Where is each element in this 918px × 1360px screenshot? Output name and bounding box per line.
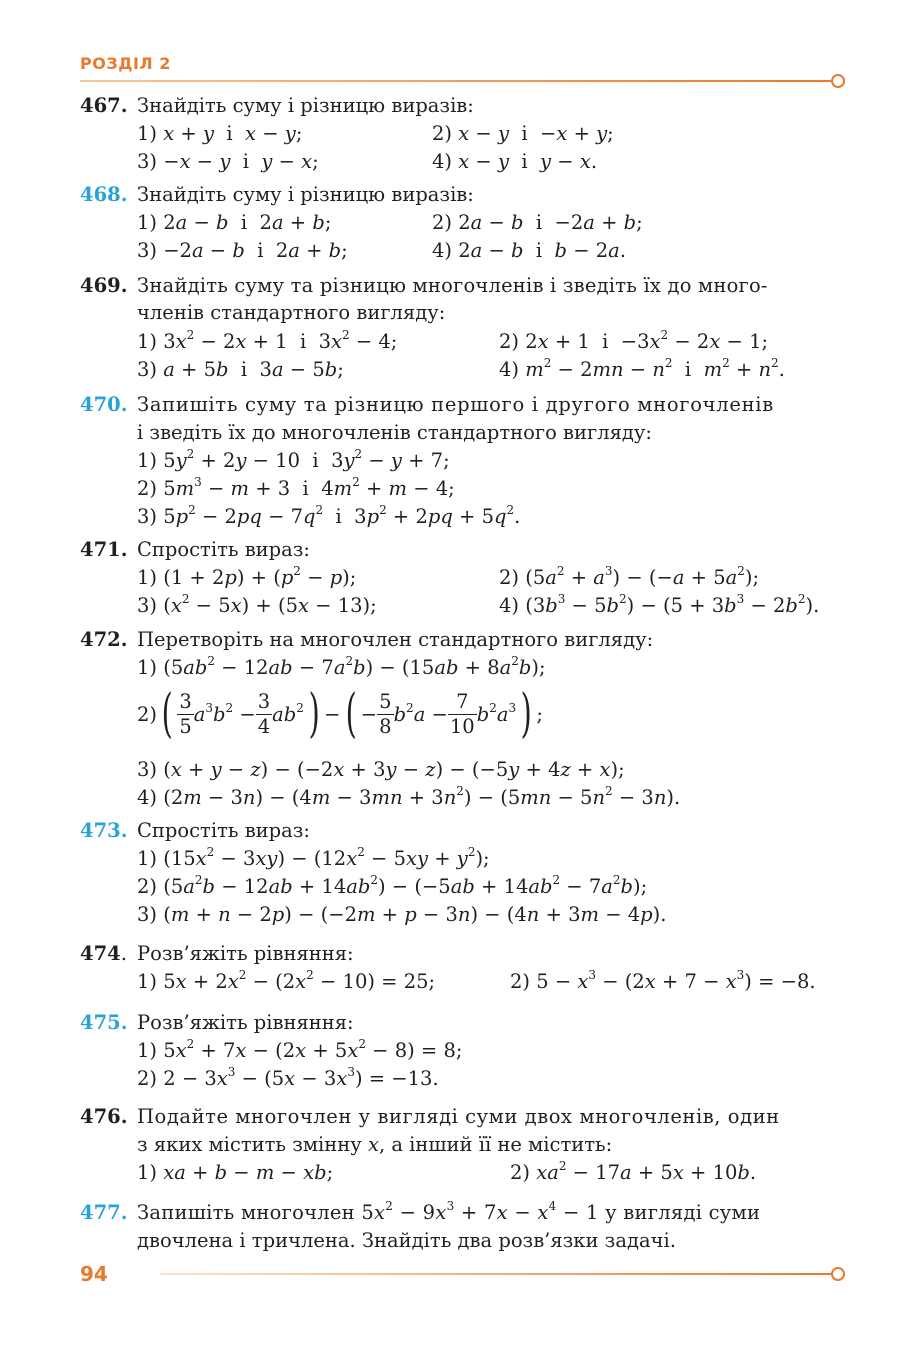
item-467-2: 2) x − y і −x + y; <box>432 122 614 145</box>
item-472-3: 3) (x + y − z) − (−2x + 3y − z) − (−5y + 4z + x); <box>137 758 625 781</box>
problem-number-472: 472. <box>80 628 128 651</box>
problem-text-473: Спростіть вираз: <box>137 819 310 842</box>
problem-number-467: 467. <box>80 94 128 117</box>
item-474-2: 2) $5 - x^3 - (2x + 7 - x^3) = -8$. <box>510 968 816 993</box>
page-number: 94 <box>80 1262 108 1286</box>
item-472-1: 1) $(5ab^2 - 12ab - 7a^2b) - (15ab + 8a^2b)$; <box>137 654 546 679</box>
problem-text-471: Спростіть вираз: <box>137 538 310 561</box>
item-475-1: 1) $5x^2 + 7x - (2x + 5x^2 - 8) = 8$; <box>137 1037 463 1062</box>
problem-number-474: 474. <box>80 942 127 965</box>
item-474-1: 1) $5x + 2x^2 - (2x^2 - 10) = 25$; <box>137 968 436 993</box>
item-473-3: 3) (m + n − 2p) − (−2m + p − 3n) − (4n + 3m − 4p). <box>137 903 667 926</box>
item-476-2: 2) $xa^2 - 17a + 5x + 10b$. <box>510 1159 757 1184</box>
item-467-3: 3) −x − y і y − x; <box>137 150 319 173</box>
problem-text-477-line2: двочлена і тричлена. Знайдіть два розв’язки задачі. <box>137 1229 676 1252</box>
problem-text-469-line2: членів стандартного вигляду: <box>137 301 446 324</box>
item-471-4: 4) $(3b^3 - 5b^2) - (5 + 3b^3 - 2b^2)$. <box>499 592 820 617</box>
section-header: РОЗДІЛ 2 <box>80 54 171 73</box>
item-469-1: 1) $3x^2 - 2x + 1$ і $3x^2 - 4$; <box>137 328 398 353</box>
item-469-3: 3) a + 5b і 3a − 5b; <box>137 358 344 381</box>
item-467-4: 4) x − y і y − x. <box>432 150 598 173</box>
item-473-1: 1) $(15x^2 - 3xy) - (12x^2 - 5xy + y^2)$; <box>137 845 490 870</box>
problem-text-469-line1: Знайдіть суму та різницю многочленів і зведіть їх до много- <box>137 274 768 297</box>
problem-text-468: Знайдіть суму і різницю виразів: <box>137 183 474 206</box>
item-468-2: 2) 2a − b і −2a + b; <box>432 211 643 234</box>
problem-text-474: Розв’яжіть рівняння: <box>137 942 354 965</box>
problem-text-467: Знайдіть суму і різницю виразів: <box>137 94 474 117</box>
item-468-4: 4) 2a − b і b − 2a. <box>432 239 627 262</box>
problem-text-472: Перетворіть на многочлен стандартного вигляду: <box>137 628 654 651</box>
item-471-3: 3) $(x^2 - 5x) + (5x - 13)$; <box>137 592 377 617</box>
footer-rule <box>160 1273 832 1275</box>
problem-number-477: 477. <box>80 1201 128 1224</box>
item-473-2: 2) $(5a^2b - 12ab + 14ab^2) - (-5ab + 14ab^2 - 7a^2b)$; <box>137 873 648 898</box>
problem-text-476-line1: Подайте многочлен у вигляді суми двох многочленів, один <box>137 1105 780 1128</box>
header-rule-end-circle <box>831 74 845 88</box>
item-468-1: 1) 2a − b і 2a + b; <box>137 211 332 234</box>
problem-number-468: 468. <box>80 183 128 206</box>
problem-number-471: 471. <box>80 538 128 561</box>
item-475-2: 2) $2 - 3x^3 - (5x - 3x^3) = -13$. <box>137 1065 439 1090</box>
problem-text-477-line1: Запишіть многочлен $5x^2 - 9x^3 + 7x - x^4 - 1$ у вигляді суми <box>137 1199 761 1224</box>
problem-text-475: Розв’яжіть рівняння: <box>137 1011 354 1034</box>
problem-text-476-line2: з яких містить змінну x, а інший її не містить: <box>137 1133 613 1156</box>
item-467-1: 1) x + y і x − y; <box>137 122 303 145</box>
item-470-1: 1) $5y^2 + 2y - 10$ і $3y^2 - y + 7$; <box>137 447 450 472</box>
problem-text-470-line1: Запишіть суму та різницю першого і другого многочленів <box>137 393 774 416</box>
item-471-1: 1) $(1 + 2p) + (p^2 - p)$; <box>137 564 357 589</box>
problem-number-470: 470. <box>80 393 128 416</box>
footer-rule-end-circle <box>831 1267 845 1281</box>
problem-number-476: 476. <box>80 1105 128 1128</box>
item-471-2: 2) $(5a^2 + a^3) - (-a + 5a^2)$; <box>499 564 760 589</box>
item-470-3: 3) $5p^2 - 2pq - 7q^2$ і $3p^2 + 2pq + 5q^2$. <box>137 503 521 528</box>
item-472-2: 2)( $\frac{3}{5}$ $a^3b^2$ − $\frac{3}{4}$ $ab^2$) −( − $\frac{5}{8}$ $b^2a$ − $\frac{7}{10}$ $b^2a^3$) ; <box>137 684 543 744</box>
item-469-4: 4) $m^2 - 2mn - n^2$ і $m^2 + n^2$. <box>499 356 785 381</box>
header-rule <box>80 80 832 82</box>
item-472-4: 4) $(2m - 3n) - (4m - 3mn + 3n^2) - (5mn - 5n^2 - 3n)$. <box>137 784 681 809</box>
problem-text-470-line2: і зведіть їх до многочленів стандартного вигляду: <box>137 421 652 444</box>
problem-number-475: 475. <box>80 1011 128 1034</box>
item-476-1: 1) xa + b − m − xb; <box>137 1161 334 1184</box>
item-468-3: 3) −2a − b і 2a + b; <box>137 239 348 262</box>
item-469-2: 2) 2x + 1 $і -3x^2 - 2x - 1$; <box>499 328 769 353</box>
item-470-2: 2) $5m^3 - m + 3$ і $4m^2 + m - 4$; <box>137 475 455 500</box>
problem-number-473: 473. <box>80 819 128 842</box>
problem-number-469: 469. <box>80 274 128 297</box>
